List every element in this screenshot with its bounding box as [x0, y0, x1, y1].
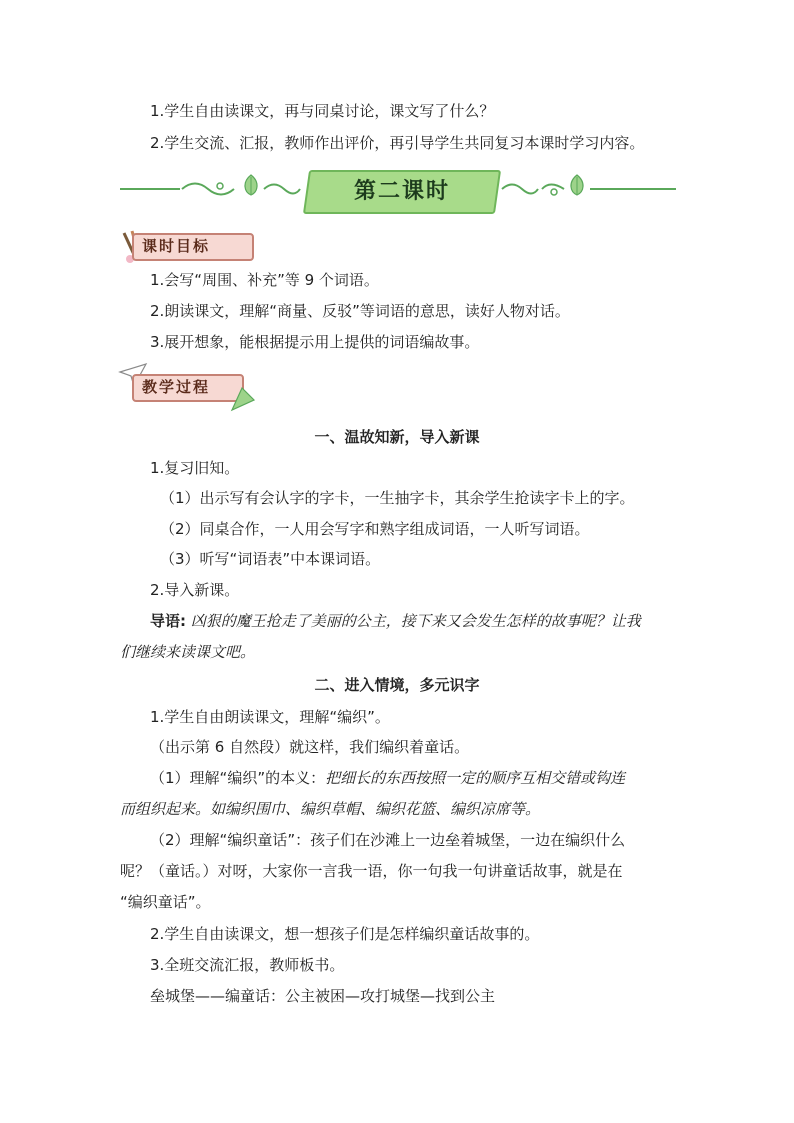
lesson-title: 第二课时	[353, 178, 450, 204]
section-2-p4-line-2: 呢？（童话。）对呀，大家你一言我一语，你一句我一句讲童话故事，就是在	[120, 862, 623, 880]
section-2-p4-line-3: “编织童话”。	[120, 893, 211, 911]
goal-item-1: 1.会写“周围、补充”等 9 个词语。	[150, 271, 379, 289]
section-2-p6: 3.全班交流汇报，教师板书。	[150, 956, 345, 974]
goals-tag	[118, 229, 258, 259]
section-2-p4-line-1: （2）理解“编织童话”：孩子们在沙滩上一边垒着城堡，一边在编织什么	[150, 831, 626, 849]
goal-item-2: 2.朗读课文，理解“商量、反驳”等词语的意思，读好人物对话。	[150, 302, 570, 320]
section-2-heading: 二、进入情境，多元识字	[314, 676, 480, 694]
section-1-heading: 一、温故知新，导入新课	[314, 428, 480, 446]
guide-paragraph	[150, 611, 641, 631]
intro-line-2: 2.学生交流、汇报，教师作出评价，再引导学生共同复习本课时学习内容。	[150, 134, 645, 152]
section-1-step-3: （3）听写“词语表”中本课词语。	[160, 550, 381, 568]
goals-tag-label: 课时目标	[142, 237, 211, 255]
section-2-p3-line-2: 而组织起来。如编织围巾、编织草帽、编织花篮、编织凉席等。	[120, 800, 541, 818]
section-1-step-2: （2）同桌合作，一人用会写字和熟字组成词语，一人听写词语。	[160, 520, 590, 538]
lesson-banner	[120, 170, 676, 216]
banner-rule-right	[590, 188, 676, 190]
process-tag	[118, 362, 258, 412]
section-2-p7: 垒城堡——编童话：公主被困—攻打城堡—找到公主	[150, 987, 496, 1005]
section-1-intro: 2.导入新课。	[150, 581, 240, 599]
p3-lead: （1）理解“编织”的本义：	[150, 769, 326, 787]
guide-text-line-1: 凶狠的魔王抢走了美丽的公主，接下来又会发生怎样的故事呢？让我	[190, 612, 641, 630]
p3-definition: 把细长的东西按照一定的顺序互相交错或钩连	[325, 769, 626, 787]
banner-rule-left	[120, 188, 180, 190]
leaf-left-icon	[242, 174, 260, 196]
guide-text-line-2: 们继续来读课文吧。	[120, 643, 256, 661]
section-1-review: 1.复习旧知。	[150, 459, 240, 477]
swirl-left-inner-icon	[262, 176, 302, 202]
section-2-p2: （出示第 6 自然段）就这样，我们编织着童话。	[150, 738, 470, 756]
section-2-p5: 2.学生自由读课文，想一想孩子们是怎样编织童话故事的。	[150, 925, 540, 943]
swirl-right-inner-icon	[500, 176, 540, 202]
leaf-decor-icon	[230, 386, 256, 412]
section-2-p1: 1.学生自由朗读课文，理解“编织”。	[150, 708, 390, 726]
swirl-right-icon	[540, 176, 566, 202]
process-tag-label: 教学过程	[142, 378, 211, 396]
intro-line-1: 1.学生自由读课文，再与同桌讨论，课文写了什么？	[150, 102, 495, 120]
guide-label: 导语:	[150, 612, 186, 630]
goal-item-3: 3.展开想象，能根据提示用上提供的词语编故事。	[150, 333, 480, 351]
swirl-left-icon	[180, 176, 240, 202]
section-1-step-1: （1）出示写有会认字的字卡，一生抽字卡，其余学生抢读字卡上的字。	[160, 489, 635, 507]
section-2-p3-line-1	[150, 768, 625, 788]
leaf-right-icon	[568, 174, 586, 196]
